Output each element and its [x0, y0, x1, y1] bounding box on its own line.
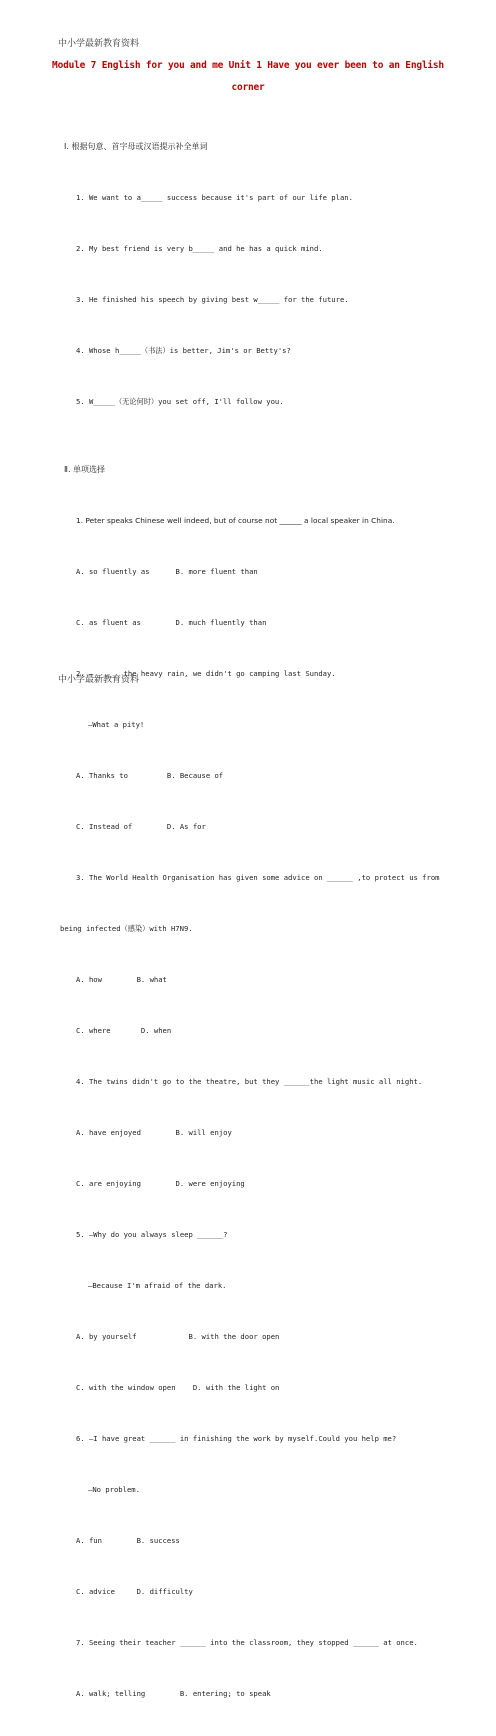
- section-2-heading: Ⅱ. 单项选择: [64, 465, 106, 474]
- choice-q1: 1. Peter speaks Chinese well indeed, but of course not ______ a local speaker in China.: [76, 516, 395, 525]
- choice-q5: 5. —Why do you always sleep ______?: [76, 1230, 228, 1239]
- choice-q2-reply: —What a pity!: [88, 720, 145, 729]
- choice-q1-options-cd: C. as fluent as D. much fluently than: [76, 618, 267, 627]
- footer-note: 中小学最新教育资料: [58, 675, 140, 685]
- choice-q7-options-ab: A. walk; telling B. entering; to speak: [76, 1689, 271, 1698]
- fill-blank-item-4: 4. Whose h_____（书法）is better, Jim's or Betty's?: [76, 346, 291, 355]
- choice-q2: 2. —______ the heavy rain, we didn't go camping last Sunday.: [76, 669, 336, 678]
- choice-q6-options-ab: A. fun B. success: [76, 1536, 180, 1545]
- choice-q7: 7. Seeing their teacher ______ into the classroom, they stopped ______ at once.: [76, 1638, 418, 1647]
- choice-q4-options-ab: A. have enjoyed B. will enjoy: [76, 1128, 232, 1137]
- choice-q3-options-ab: A. how B. what: [76, 975, 167, 984]
- exercise-content: [60, 104, 440, 1736]
- choice-q2-options-cd: C. Instead of D. As for: [76, 822, 206, 831]
- choice-q5-reply: —Because I'm afraid of the dark.: [88, 1281, 227, 1290]
- choice-q3-options-cd: C. where D. when: [76, 1026, 172, 1035]
- choice-q6-options-cd: C. advice D. difficulty: [76, 1587, 193, 1596]
- choice-q5-options-cd: C. with the window open D. with the light on: [76, 1383, 280, 1392]
- fill-blank-item-1: 1. We want to a_____ success because it's part of our life plan.: [76, 193, 353, 202]
- choice-q4: 4. The twins didn't go to the theatre, but they ______the light music all night.: [76, 1077, 423, 1086]
- choice-q3: 3. The World Health Organisation has given some advice on ______ ,to protect us from: [76, 873, 440, 882]
- choice-q1-options-ab: A. so fluently as B. more fluent than: [76, 567, 258, 576]
- section-1-heading: Ⅰ. 根据句意、首字母或汉语提示补全单词: [64, 142, 208, 151]
- fill-blank-item-2: 2. My best friend is very b_____ and he has a quick mind.: [76, 244, 323, 253]
- document-title-line-1: Module 7 English for you and me Unit 1 Have you ever been to an English: [52, 60, 444, 71]
- choice-q2-options-ab: A. Thanks to B. Because of: [76, 771, 224, 780]
- choice-q6: 6. —I have great ______ in finishing the work by myself.Could you help me?: [76, 1434, 397, 1443]
- choice-q6-reply: —No problem.: [88, 1485, 140, 1494]
- fill-blank-item-5: 5. W_____（无论何时）you set off, I'll follow you.: [76, 397, 284, 406]
- choice-q5-options-ab: A. by yourself B. with the door open: [76, 1332, 280, 1341]
- header-note: 中小学最新教育资料: [58, 39, 140, 49]
- choice-q3-continued: being infected（感染）with H7N9.: [60, 924, 193, 933]
- choice-q4-options-cd: C. are enjoying D. were enjoying: [76, 1179, 245, 1188]
- fill-blank-item-3: 3. He finished his speech by giving best w_____ for the future.: [76, 295, 349, 304]
- document-title-line-2: corner: [231, 82, 265, 93]
